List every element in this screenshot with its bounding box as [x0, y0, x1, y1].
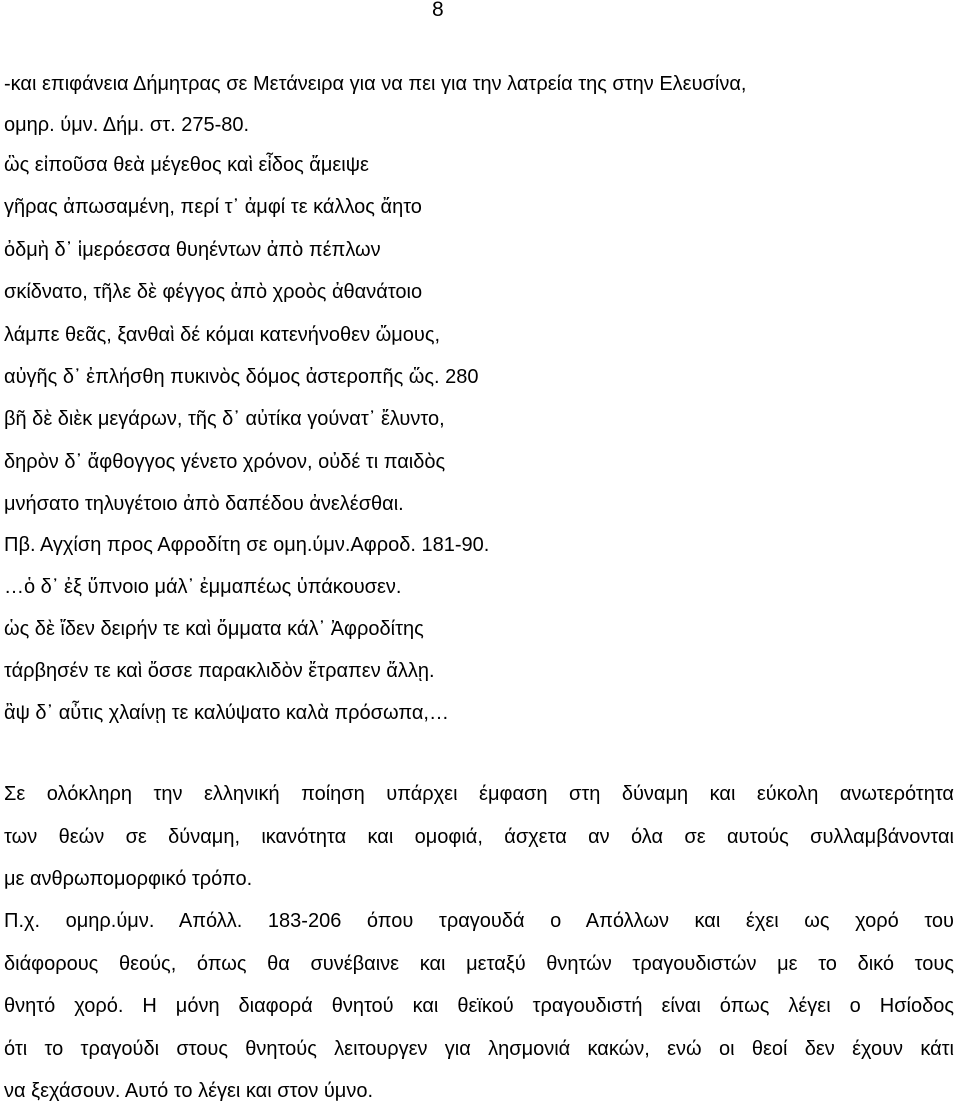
paragraph-line: ότι το τραγούδι στους θνητούς λειτουργεν για λησμονιά κακών, ενώ οι θεοί δεν έχουν κάτι — [4, 1037, 954, 1060]
verse-line: ὀδμὴ δ᾽ ἱμερόεσσα θυηέντων ἀπὸ πέπλων — [4, 239, 381, 261]
paragraph-emphasis-on-divine-power — [4, 773, 954, 901]
paragraph-line: Σε ολόκληρη την ελληνική ποίηση υπάρχει έμφαση στη δύναμη και εύκολη ανωτερότητα — [4, 783, 954, 805]
text-line: -και επιφάνεια Δήμητρας σε Μετάνειρα για να πει για την λατρεία της στην Ελευσίνα, — [4, 73, 747, 95]
text-line: Πβ. Αγχίση προς Αφροδίτη σε ομη.ύμν.Αφροδ. 181-90. — [4, 534, 490, 556]
paragraph-line: να ξεχάσουν. Αυτό το λέγει και στον ύμνο. — [4, 1080, 374, 1102]
verse-line: γῆρας ἀπωσαμένη, περί τ᾽ ἀμφί τε κάλλος ἄητο — [4, 196, 422, 218]
paragraph-line: θνητό χορό. Η μόνη διαφορά θνητού και θεϊκού τραγουδιστή είναι όπως λέγει ο Ησίοδος — [4, 995, 954, 1017]
paragraph-apollo-example — [4, 900, 954, 1113]
verse-line: μνήσατο τηλυγέτοιο ἀπὸ δαπέδου ἀνελέσθαι. — [4, 493, 404, 515]
verse-line: …ὁ δ᾽ ἐξ ὕπνοιο μάλ᾽ ἐμμαπέως ὑπάκουσεν. — [4, 576, 402, 598]
verse-line: ὣς εἰποῦσα θεὰ μέγεθος καὶ εἶδος ἄμειψε — [4, 154, 369, 176]
verse-line: λάμπε θεᾶς, ξανθαὶ δέ κόμαι κατενήνοθεν ὤμους, — [4, 324, 441, 346]
paragraph-line: Π.χ. ομηρ.ύμν. Απόλλ. 183-206 όπου τραγουδά ο Απόλλων και έχει ως χορό του — [4, 910, 954, 932]
verse-line: ἂψ δ᾽ αὖτις χλαίνῃ τε καλύψατο καλὰ πρόσωπα,… — [4, 702, 449, 724]
page-number: 8 — [432, 0, 444, 21]
paragraph-line: διάφορους θεούς, όπως θα συνέβαινε και μεταξύ θνητών τραγουδιστών με το δικό τους — [4, 952, 954, 975]
verse-line: βῆ δὲ διὲκ μεγάρων, τῆς δ᾽ αὐτίκα γούνατ᾽ ἔλυντο, — [4, 408, 445, 430]
paragraph-line: με ανθρωπομορφικό τρόπο. — [4, 868, 253, 890]
verse-line: τάρβησέν τε καὶ ὄσσε παρακλιδὸν ἔτραπεν ἄλλῃ. — [4, 660, 435, 682]
paragraph-line: των θεών σε δύναμη, ικανότητα και ομοφιά, άσχετα αν όλα σε αυτούς συλλαμβάνονται — [4, 825, 954, 848]
verse-line: ὡς δὲ ἴδεν δειρήν τε καὶ ὄμματα κάλ᾽ Ἀφροδίτης — [4, 618, 424, 640]
verse-line: αὐγῆς δ᾽ ἐπλήσθη πυκινὸς δόμος ἀστεροπῆς ὥς. 280 — [4, 366, 479, 388]
text-line: ομηρ. ύμν. Δήμ. στ. 275-80. — [4, 114, 250, 136]
verse-line: δηρὸν δ᾽ ἄφθογγος γένετο χρόνον, οὐδέ τι παιδὸς — [4, 451, 446, 473]
verse-line: σκίδνατο, τῆλε δὲ φέγγος ἀπὸ χροὸς ἀθανάτοιο — [4, 281, 423, 303]
